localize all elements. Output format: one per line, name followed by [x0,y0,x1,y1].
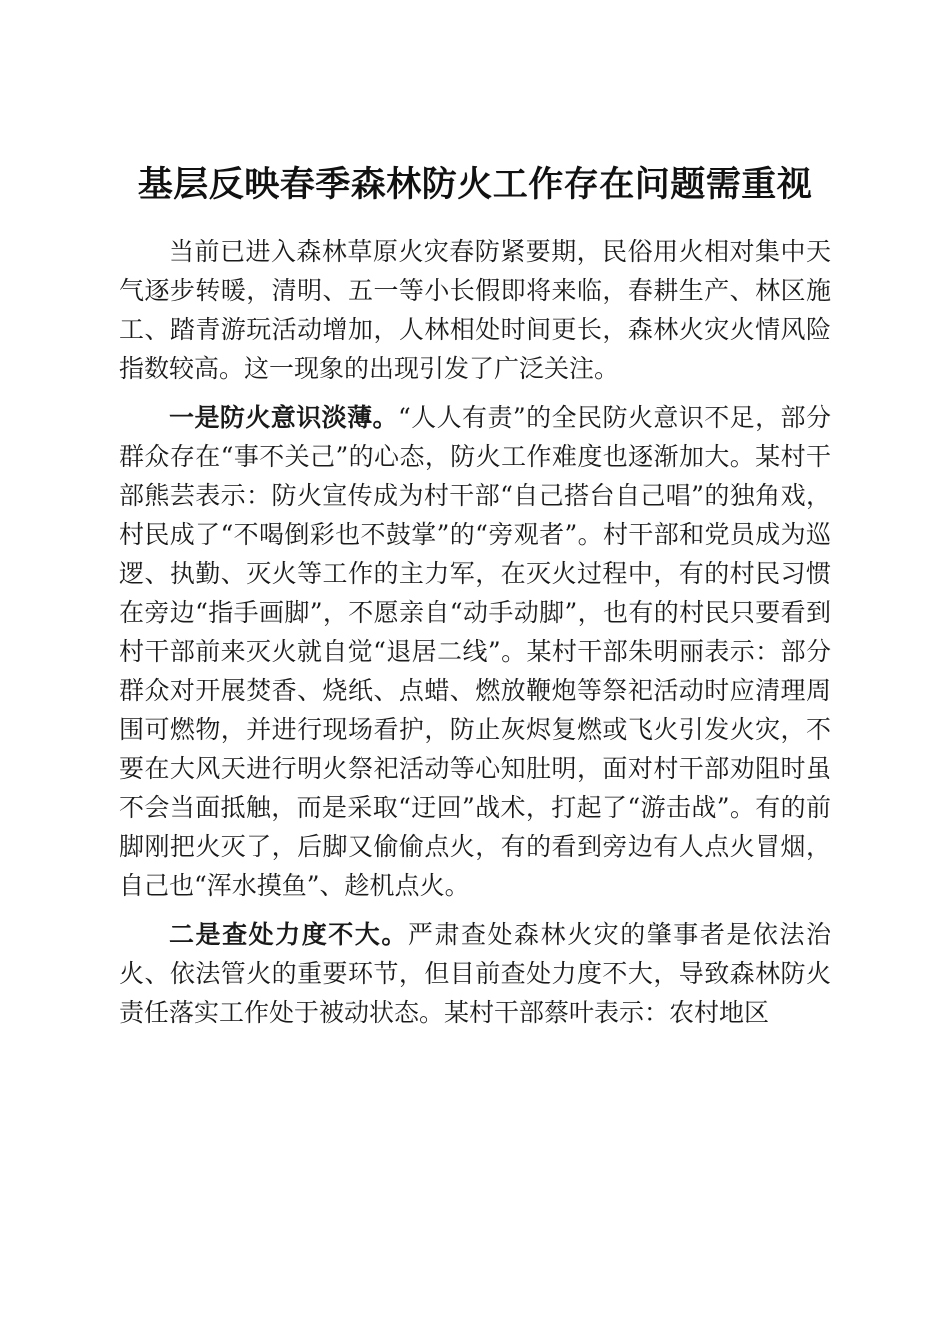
document-title: 基层反映春季森林防火工作存在问题需重视 [137,164,813,206]
paragraph-intro [119,232,831,388]
paragraph-point-one [119,398,831,905]
paragraph-text: “人人有责”的全民防火意识不足，部分群众存在“事不关己”的心态，防火工作难度也逐渐加大。某村干部熊芸表示：防火宣传成为村干部“自己搭台自己唱”的独角戏，村民成了“不喝倒彩也不鼓掌”的“旁观者”。村干部和党员成为巡逻、执勤、灭火等工作的主力军，在灭火过程中，有的村民习惯在旁边“指手画脚”，不愿亲自“动手动脚”，也有的村民只要看到村干部前来灭火就自觉“退居二线”。某村干部朱明丽表示：部分群众对开展焚香、烧纸、点蜡、燃放鞭炮等祭祀活动时应清理周围可燃物，并进行现场看护，防止灰烬复燃或飞火引发火灾，不要在大风天进行明火祭祀活动等心知肚明，面对村干部劝阻时虽不会当面抵触，而是采取“迂回”战术，打起了“游击战”。有的前脚刚把火灭了，后脚又偷偷点火，有的看到旁边有人点火冒烟，自己也“浑水摸鱼”、趁机点火。 [119,403,831,900]
paragraph-lead: 二是查处力度不大。 [169,920,408,949]
paragraph-text: 严肃查处森林火灾的肇事者是依法治火、依法管火的重要环节，但目前查处力度不大，导致森林防火责任落实工作处于被动状态。某村干部蔡叶表示：农村地区 [119,920,831,1027]
paragraph-lead: 一是防火意识淡薄。 [169,403,398,432]
document-body [119,232,831,1032]
paragraph-text: 当前已进入森林草原火灾春防紧要期，民俗用火相对集中天气逐步转暖，清明、五一等小长假即将来临，春耕生产、林区施工、踏青游玩活动增加，人林相处时间更长，森林火灾火情风险指数较高。这一现象的出现引发了广泛关注。 [119,237,831,383]
paragraph-point-two [119,915,831,1032]
